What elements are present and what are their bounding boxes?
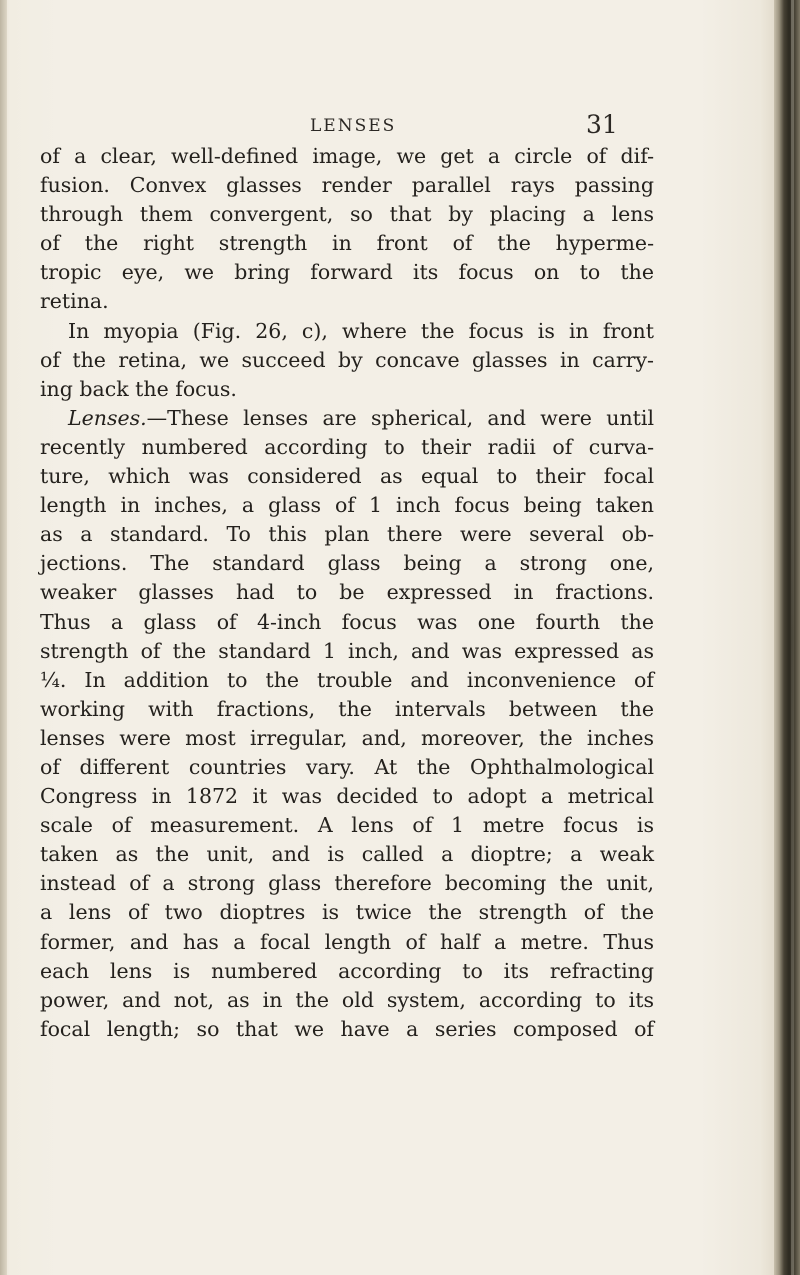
text-line: former, and has a focal length of half a metre. Thus xyxy=(40,929,654,954)
text-line: fusion. Convex glasses render parallel rays passing xyxy=(40,173,654,198)
text-line: In myopia (Fig. 26, c), where the focus is in front xyxy=(68,318,654,343)
text-line: of the right strength in front of the hyperme- xyxy=(40,231,654,256)
text-line: a lens of two dioptres is twice the strength of the xyxy=(40,900,654,925)
text-line: ing back the focus. xyxy=(40,376,237,401)
text-line: focal length; so that we have a series composed of xyxy=(40,1016,654,1041)
text-line: of different countries vary. At the Ophthalmological xyxy=(40,754,654,779)
text-line: of the retina, we succeed by concave glasses in carry- xyxy=(40,347,654,372)
text-line: Thus a glass of 4-inch focus was one fourth the xyxy=(40,609,654,634)
lenses-section-heading: Lenses. xyxy=(68,405,147,430)
text-line: through them convergent, so that by placing a lens xyxy=(40,202,654,227)
text-line: ¼. In addition to the trouble and inconvenience of xyxy=(40,667,654,692)
text-line xyxy=(40,404,654,433)
page-left-edge xyxy=(0,0,7,1275)
text-line: as a standard. To this plan there were several ob- xyxy=(40,522,654,547)
text-line: ture, which was considered as equal to their focal xyxy=(40,464,654,489)
text-line: working with fractions, the intervals between the xyxy=(40,696,654,721)
lenses-section-text: —These lenses are spherical, and were until xyxy=(146,405,654,430)
book-spine xyxy=(774,0,800,1275)
running-head xyxy=(200,112,640,146)
spine-highlight xyxy=(791,0,794,1275)
text-line: weaker glasses had to be expressed in fractions. xyxy=(40,580,654,605)
text-line: power, and not, as in the old system, according to its xyxy=(40,987,654,1012)
text-line: strength of the standard 1 inch, and was expressed as xyxy=(40,638,654,663)
text-line: Congress in 1872 it was decided to adopt a metrical xyxy=(40,784,654,809)
text-line: instead of a strong glass therefore becoming the unit, xyxy=(40,871,654,896)
text-line: jections. The standard glass being a strong one, xyxy=(40,551,654,576)
text-line: retina. xyxy=(40,289,109,314)
page-number: 31 xyxy=(586,110,618,139)
text-line: length in inches, a glass of 1 inch focus being taken xyxy=(40,493,654,518)
body-text xyxy=(40,142,730,1044)
text-line: each lens is numbered according to its refracting xyxy=(40,958,654,983)
text-line: scale of measurement. A lens of 1 metre focus is xyxy=(40,813,654,838)
text-line: lenses were most irregular, and, moreover, the inches xyxy=(40,725,654,750)
running-head-title: LENSES xyxy=(310,116,397,136)
text-line: recently numbered according to their radii of curva- xyxy=(40,434,654,459)
text-line: taken as the unit, and is called a dioptre; a weak xyxy=(40,842,654,867)
text-line: tropic eye, we bring forward its focus on to the xyxy=(40,260,654,285)
text-line: of a clear, well-defined image, we get a circle of dif- xyxy=(40,144,654,168)
